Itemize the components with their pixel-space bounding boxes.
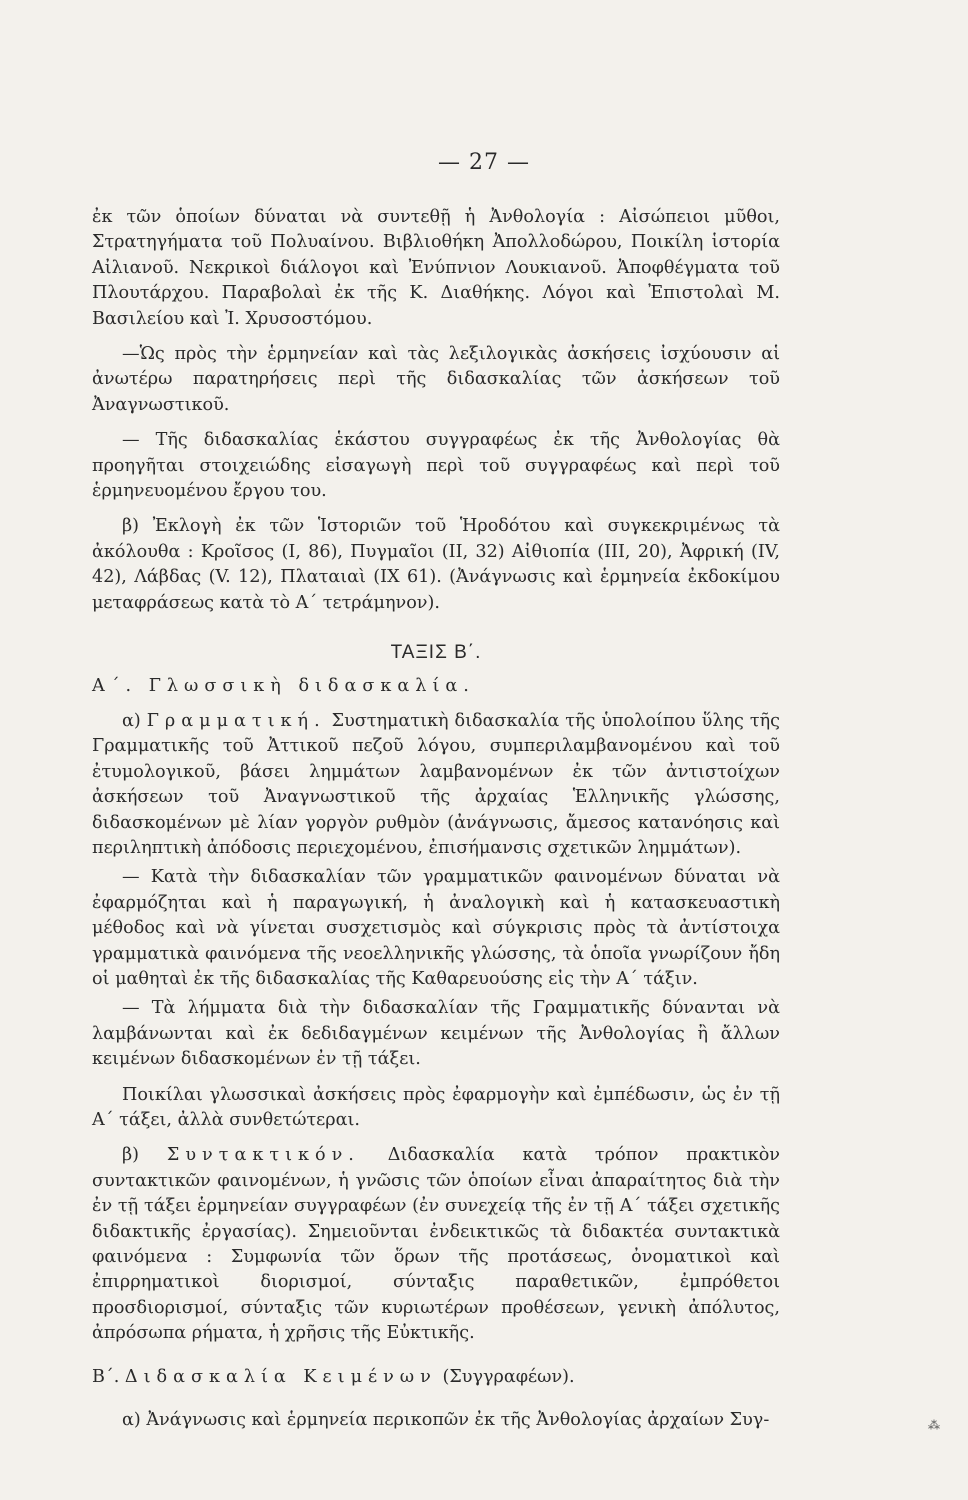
paragraph-grammar-lemmas: — Τὰ λήμματα διὰ τὴν διδασκαλίαν τῆς Γραμματικῆς δύνανται νὰ λαμβάνωνται καὶ ἐκ δεδιδαγμένων κειμένων τῆς Ἀνθολογίας ἢ ἄλλων κειμένων διδασκομένων ἐν τῇ τάξει. [92,998,780,1070]
section-heading-language: Α΄. Γλωσσικὴ διδασκαλία. [92,675,475,696]
paragraph-author-intro: — Τῆς διδασκαλίας ἑκάστου συγγραφέως ἐκ τῆς Ἀνθολογίας θὰ προηγῆται στοιχειώδης εἰσαγωγὴ περὶ τοῦ συγγραφέως καὶ περὶ τοῦ ἑρμηνευομένου ἔργου του. [92,430,780,502]
syntax-prefix: β) [122,1145,167,1166]
texts-label: Διδασκαλία Κειμένων [124,1366,437,1387]
stray-mark: ⁂ [928,1418,940,1432]
section-heading-texts [92,1365,780,1390]
grammar-text: Συστηματικὴ διδασκαλία τῆς ὑπολοίπου ὕλης τῆς Γραμματικῆς τοῦ Ἀττικοῦ πεζοῦ λόγου, συμπεριλαμβανομένου καὶ τοῦ ἐτυμολογικοῦ, βάσει λημμάτων λαμβανομένων ἐκ τῶν ἀντιστοίχων ἀσκήσεων τοῦ Ἀναγνωστικοῦ τῆς ἀρχαίας Ἑλληνικῆς γλώσσης, διδασκομένων μὲ λίαν γοργὸν ρυθμὸν (ἀνάγνωσις, ἄμεσος κατανόησις καὶ περιληπτικὴ ἀπόδοσις περιεχομένου, ἐπισήμανσις σχετικῶν λημμάτων). [92,710,780,858]
grammar-prefix: α) [122,710,147,731]
syntax-label: Συντακτικόν. [166,1145,360,1166]
paragraph-interpretation: —Ὡς πρὸς τὴν ἑρμηνείαν καὶ τὰς λεξιλογικὰς ἀσκήσεις ἰσχύουσιν αἱ ἀνωτέρω παρατηρήσεις περὶ τῆς διδασκαλίας τῶν ἀσκήσεων τοῦ Ἀναγνωστικοῦ. [92,344,780,415]
paragraph-herodotus: β) Ἐκλογὴ ἐκ τῶν Ἱστοριῶν τοῦ Ἡροδότου καὶ συγκεκριμένως τὰ ἀκόλουθα : Κροῖσος (Ι, 86), Πυγμαῖοι (ΙΙ, 32) Αἰθιοπία (ΙΙΙ, 20), Ἀφρική (IV, 42), Λάβδας (V. 12), Πλαταιαὶ (ΙΧ 61). (Ἀνάγνωσις καὶ ἑρμηνεία ἐκδοκίμου μεταφράσεως κατὰ τὸ Α΄ τετράμηνον). [92,516,780,613]
paragraph-grammar [92,709,780,861]
body-text [92,205,780,1433]
paragraph-syntax [92,1143,780,1346]
grammar-label: Γραμματική. [146,710,326,731]
paragraph-exercises: Ποικίλαι γλωσσικαὶ ἀσκήσεις πρὸς ἐφαρμογὴν καὶ ἐμπέδωσιν, ὡς ἐν τῇ Α΄ τάξει, ἀλλὰ συνθετώτεραι. [92,1084,780,1130]
paragraph-anthology-sources: ἐκ τῶν ὁποίων δύναται νὰ συντεθῇ ἡ Ἀνθολογία : Αἰσώπειοι μῦθοι, Στρατηγήματα τοῦ Πολυαίνου. Βιβλιοθήκη Ἀπολλοδώρου, Ποικίλη ἱστορία Αἰλιανοῦ. Νεκρικοὶ διάλογοι καὶ Ἐνύπνιον Λουκιανοῦ. Ἀποφθέγματα τοῦ Πλουτάρχου. Παραβολαὶ ἐκ τῆς Κ. Διαθήκης. Λόγοι καὶ Ἐπιστολαὶ Μ. Βασιλείου καὶ Ἰ. Χρυσοστόμου. [92,207,780,329]
class-heading: ΤΑΞΙΣ Β΄. [390,642,482,664]
syntax-text: Διδασκαλία κατὰ τρόπον πρακτικὸν συντακτικῶν φαινομένων, ἡ γνῶσις τῶν ὁποίων εἶναι ἀπαραίτητος διὰ τὴν ἐν τῇ τάξει ἑρμηνείαν συγγραφέων (ἐν συνεχείᾳ τῆς ἐν τῇ Α΄ τάξει σχετικῆς διδακτικῆς ἐργασίας). Σημειοῦνται ἐνδεικτικῶς τὰ διδακτέα συντακτικὰ φαινόμενα : Συμφωνία τῶν ὅρων τῆς προτάσεως, ὀνοματικοὶ καὶ ἐπιρρηματικοὶ διορισμοί, σύνταξις παραθετικῶν, ἐμπρόθετοι προσδιορισμοί, σύνταξις τῶν κυριωτέρων προθέσεων, γενικὴ ἀπόλυτος, ἀπρόσωπα ρήματα, ἡ χρῆσις τῆς Εὐκτικῆς. [92,1145,781,1344]
paragraph-grammar-method: — Κατὰ τὴν διδασκαλίαν τῶν γραμματικῶν φαινομένων δύναται νὰ ἐφαρμόζηται καὶ ἡ παραγωγική, ἡ ἀναλογικὴ καὶ ἡ κατασκευαστικὴ μέθοδος καὶ νὰ γίνεται συσχετισμὸς καὶ σύγκρισις πρὸς τὰ ἀντίστοιχα γραμματικὰ φαινόμενα τῆς νεοελληνικῆς γλώσσης, τὰ ὁποῖα γνωρίζουν ἤδη οἱ μαθηταὶ ἐκ τῆς διδασκαλίας τῆς Καθαρευούσης εἰς τὴν Α΄ τάξιν. [92,867,780,989]
page-number: — 27 — [438,150,530,175]
texts-prefix: Β΄. [92,1366,125,1387]
texts-suffix: (Συγγραφέων). [442,1366,575,1387]
paragraph-reading: α) Ἀνάγνωσις καὶ ἑρμηνεία περικοπῶν ἐκ τῆς Ἀνθολογίας ἀρχαίων Συγ- [122,1410,770,1431]
